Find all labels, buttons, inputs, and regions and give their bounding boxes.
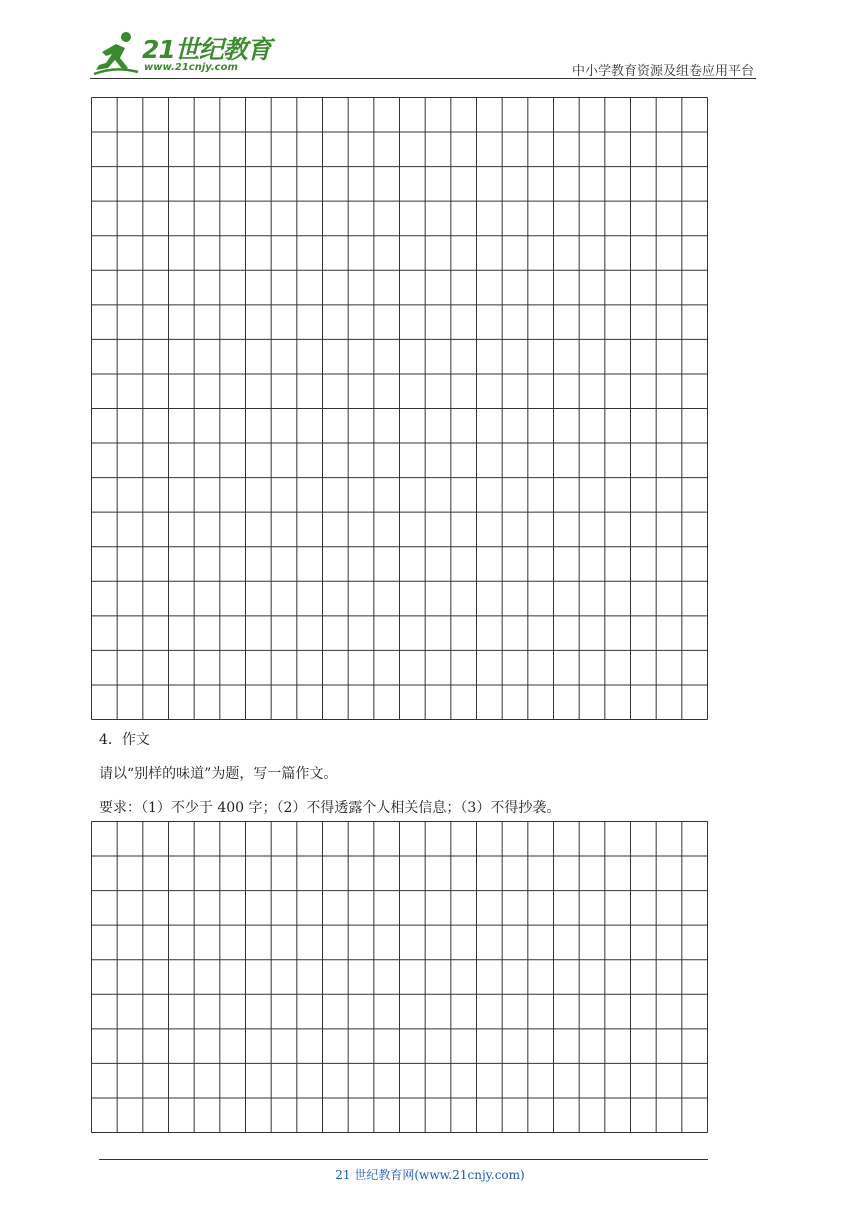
question-4-prompt: 请以“别样的味道”为题，写一篇作文。 xyxy=(99,766,338,782)
writing-grid-top[interactable] xyxy=(91,97,708,720)
question-4-title: 4．作文 xyxy=(99,732,150,748)
runner-icon xyxy=(92,30,140,76)
header-divider xyxy=(90,78,756,79)
footer-divider xyxy=(99,1159,708,1160)
logo-url: www.21cnjy.com xyxy=(144,62,238,73)
question-4-requirements: 要求：（1）不少于 400 字；（2）不得透露个人相关信息；（3）不得抄袭。 xyxy=(99,800,561,816)
footer-site-link[interactable]: 21 世纪教育网(www.21cnjy.com) xyxy=(335,1168,525,1182)
logo-wordmark: 21世纪教育 xyxy=(142,35,271,64)
site-logo xyxy=(92,30,271,78)
platform-name: 中小学教育资源及组卷应用平台 xyxy=(571,64,754,79)
writing-grid-bottom[interactable] xyxy=(91,821,708,1133)
